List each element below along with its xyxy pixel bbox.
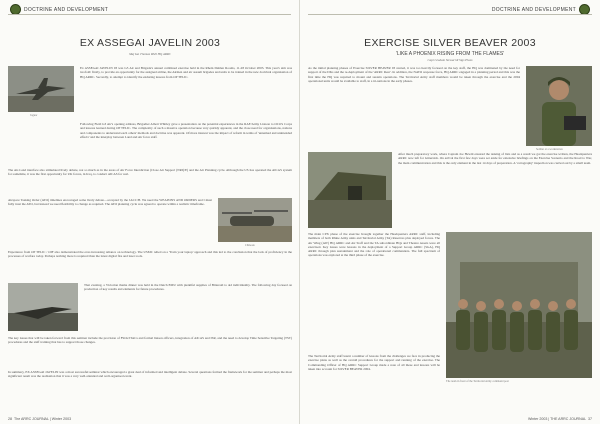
left-photo-caption-1: Jaguar (30, 114, 38, 117)
helicopter-photo-icon (218, 198, 292, 242)
aircraft-on-runway-photo (8, 283, 78, 331)
right-paragraph-4: The Territorial Army staff learnt a number of lessons from the challenges we face in producing the exercise plans as well as the overall procedures for the support and running of the exercise. The Commanding Officer of HQ ARRC Support Group made a note of all these and lessons will be taken into account for SILVER BEAVER 2004. (308, 354, 440, 371)
command-post-photo (308, 152, 392, 228)
left-article-title: EX ASSEGAI JAVELIN 2003 (79, 37, 221, 49)
left-footer-label: The ARRC JOURNAL | Winter 2003 (14, 417, 72, 421)
left-header-rule (8, 14, 291, 15)
left-paragraph-7: The key issues that will be taken forward from this seminar include the provision of FSOs/JTACs and formal liaison officers, integration of AICAS and ISR, and the need to develop Time Sensitive Targeting (TST) procedures and the staff training that has to support those changes. (8, 336, 292, 345)
right-paragraph-2: After much preparatory work, where Captain Joe Hewitt ensured the tasking of lists and as a result we got the exercise written, the Headquarters ARRC now left for Gütersloh. On arrival the first few days were set aside for extensive briefings on the Exercise Scenario and the Road to War, the main communication and this is the only element in the last 14 days of preparation. A 'cartography' inspection was carried out by a small team. (398, 152, 592, 165)
left-paragraph-8: In summary, EX ASSEGAI JAVELIN was a most successful seminar which encouraged a great deal of informed and intelligent debate. Several questions formed the framework for the seminar and perhaps the most significant result was the realisation that it was a very well-attended and well-organised event. (8, 370, 292, 379)
right-paragraph-1: As the initial planning phases of Exercise SILVER BEAVER 03 started, it was too heavily focused on the key staff, the HQ was dominated by the need for support of the DKs and the re-deployment of the 'ARRC Rear'. In addition, the NATO response force, HQ ARRC engaged in a planning period and this was the first time the HQ was required to mount and sustain operations. The Territorial Army staff members would be taken through the exercise and the 2004 operational units would be available to staff, in a tri-nations in the early phases. (308, 66, 520, 83)
left-paragraph-1: Ex ASSEGAI JAVELIN 03 was G5 Air and Brigade's annual combined exercise held in the Rhein Dahlen Rooms, 11-28 October 2003. This year's aim was twofold: firstly, to provide an opportunity for the assigned airline, the Airmen and air assault brigades and units to be trained in the new doctrinal organisation of HQ ARRC. Secondly, to attempt to identify the enduring lessons from OP TELIC. (80, 66, 292, 79)
left-paragraph-4: Airspace Tasking Order (ATO) timelines encouraged some lively debate—accepted by the JACC/H. We need the WEAPONS AND ORDERS and I must fully trust the ATO, but instead we need flexibility to change as required. The ATO planning cycle was agreed to operate within a realistic timeframe. (8, 198, 212, 207)
left-paragraph-6: That evening, a Victorian theme dinner was held in the Dutch EMU with plentiful supplies of Bitteraid to aid individuality. The following day focused on production of key results and elements for future procedures. (84, 283, 292, 292)
soldier-photo (526, 66, 592, 146)
right-page (300, 0, 600, 424)
team-group-photo (446, 232, 592, 378)
chinook-helicopter-photo (218, 198, 292, 242)
left-paragraph-2: Following Field G3 Air's opening address, Brigadier Albert Whitley gave a presentation on the potential experiences in the RAF/Army Liaison to OCO's Corps and lessons learned during OP TELIC. The complexity of such a massive operation because very quickly apparent, and the close need for organisations, nations and components to understand each others' methods and doctrine was apparent. Of more interest was the impact of reform in terms of 'unnamed and unintended effects' and the interplay between Land and Air force staff. (80, 122, 292, 139)
left-section-label: DOCTRINE AND DEVELOPMENT (24, 6, 109, 13)
jet-photo-icon (8, 66, 74, 112)
right-byline: Capt Graham Stewart R Sigs Plans (427, 58, 473, 62)
left-paragraph-3: The Air-Land interface also stimulated lively debate, not so much as in the areas of Air Force Interdiction (Close Air Support (NRI)/E) and the Air Planning cycle. Although the US has operated the AICAS system for sometime, it was the first opportunity for UK forces, in Iraq, to conduct AICAS for real. (8, 168, 292, 177)
group-photo-icon (446, 232, 592, 378)
right-article-title: EXERCISE SILVER BEAVER 2003 (364, 37, 536, 49)
left-page-number: 28 (8, 417, 12, 421)
left-footer (8, 417, 71, 421)
right-footer-label: Winter 2003 | THE ARRC JOURNAL (527, 417, 586, 421)
right-page-number: 37 (588, 417, 592, 421)
left-byline: Maj Ian Thomas RSD HQ ARRC (129, 52, 171, 56)
left-photo-caption-2: Chinook (245, 244, 255, 247)
right-footer (528, 417, 592, 421)
tent-photo-icon (308, 152, 392, 228)
left-paragraph-5: Experience from OP TELIC / OIF also demonstrated the ever-increasing reliance on technology. The USMC relied on a 'Train your laptop' approach and this led to the conclusion that the lack of proficiency in the processes of warfare today. Perhaps nothing more is required than the latest digital fire and laser tools. (8, 250, 292, 259)
right-subtitle: 'LIKE A PHOENIX RISING FROM THE FLAMES' (395, 51, 505, 57)
aircraft-photo-icon (8, 283, 78, 331)
right-photo-caption-1: Soldier at a workstation (536, 148, 563, 151)
right-paragraph-3: The main CPX phase of the exercise brought together the Headquarters ARRC staff, including members of both Rhine Army units and Territorial Army (TA) Reserves plus deployed forces. The Air Wing (AW) HQ ARRC and Air Staff and the TA subordinate HQs and Theatre Assets were all exercised. Key issues were lessons in the deployment of a Support Group ARRC (SGA), HQ ARRC through plan sustainment and the role of operational commanders. The full spectrum of operations was explored at the third phase of the exercise. (308, 232, 440, 258)
right-header-rule (308, 14, 592, 15)
soldier-photo-icon (526, 66, 592, 146)
right-section-label: DOCTRINE AND DEVELOPMENT (491, 6, 576, 13)
right-photo-caption-2: The team in front of the Territorial Army command post (446, 380, 509, 383)
jaguar-aircraft-photo (8, 66, 74, 112)
